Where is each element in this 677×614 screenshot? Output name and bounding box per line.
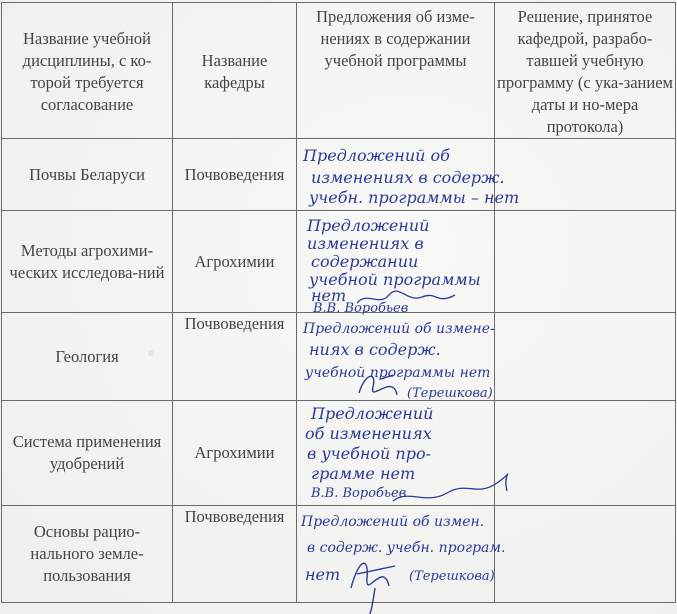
discipline-cell: Геология (2, 313, 173, 401)
handwriting-line: об изменениях (305, 424, 432, 443)
handwriting-line: изменениях в (307, 234, 424, 253)
department-cell: Почвоведения (173, 139, 297, 211)
table-row (2, 401, 676, 506)
table-row (2, 211, 676, 313)
handwriting-signature-name: (Терешкова) (407, 386, 493, 401)
handwriting-line: учебной программы (309, 270, 481, 289)
table-header-row (2, 3, 676, 139)
handwriting-line: Предложений об измене- (303, 321, 495, 337)
handwriting-line: в учебной про- (307, 444, 432, 463)
handwriting-line: учебн. программы – нет (309, 188, 520, 207)
decision-cell (495, 139, 676, 211)
proposal-handwriting (297, 313, 495, 401)
handwriting-line: Предложений об (303, 146, 450, 165)
handwriting-line: Предложений (311, 404, 434, 423)
handwriting-signature-name: В.В. Воробьев (311, 486, 407, 501)
handwriting-line: грамме нет (311, 464, 416, 483)
proposal-handwriting (297, 211, 495, 316)
table-row (2, 506, 676, 603)
department-cell: Агрохимии (173, 401, 297, 506)
table-row (2, 313, 676, 401)
header-decision: Решение, принятое кафедрой, разрабо-тавшей учебную программу (с ука-занием даты и но-мера протокола) (495, 3, 676, 139)
handwriting-line: Предложений (307, 216, 430, 235)
discipline-cell: Методы агрохими-ческих исследова-ний (2, 211, 173, 313)
paper-speck (148, 350, 154, 356)
proposal-handwriting (297, 401, 495, 506)
decision-cell (495, 506, 676, 603)
proposal-handwriting (297, 139, 520, 211)
handwriting-signature-name: В.В. Воробьев (313, 301, 409, 316)
handwriting-line: нет (311, 286, 347, 305)
approval-table (1, 2, 676, 603)
proposal-handwriting (297, 506, 506, 603)
department-cell: Почвоведения (173, 313, 297, 401)
discipline-cell: Почвы Беларуси (2, 139, 173, 211)
decision-cell (495, 313, 676, 401)
discipline-cell: Система применения удобрений (2, 401, 173, 506)
handwriting-line: изменениях в содерж. (311, 168, 505, 187)
handwriting-line: Предложений об измен. (301, 514, 485, 530)
handwriting-line: в содерж. учебн. програм. (307, 540, 506, 556)
handwriting-line: ниях в содерж. (309, 340, 441, 359)
signature-mark (351, 563, 395, 614)
handwriting-line: содержании (311, 252, 419, 271)
handwriting-line: учебной программы нет (305, 365, 491, 381)
department-cell: Почвоведения (173, 506, 297, 603)
decision-cell (495, 401, 676, 506)
handwriting-signature-name: (Терешкова) (409, 569, 495, 584)
header-department: Название кафедры (173, 3, 297, 139)
department-cell: Агрохимии (173, 211, 297, 313)
handwriting-line: нет (305, 565, 341, 584)
table-row (2, 139, 676, 211)
header-discipline: Название учебной дисциплины, с ко-торой требуется согласование (2, 3, 173, 139)
decision-cell (495, 211, 676, 313)
discipline-cell: Основы рацио-нального земле-пользования (2, 506, 173, 603)
header-proposals: Предложения об изме-нениях в содержании учебной программы (297, 3, 495, 139)
